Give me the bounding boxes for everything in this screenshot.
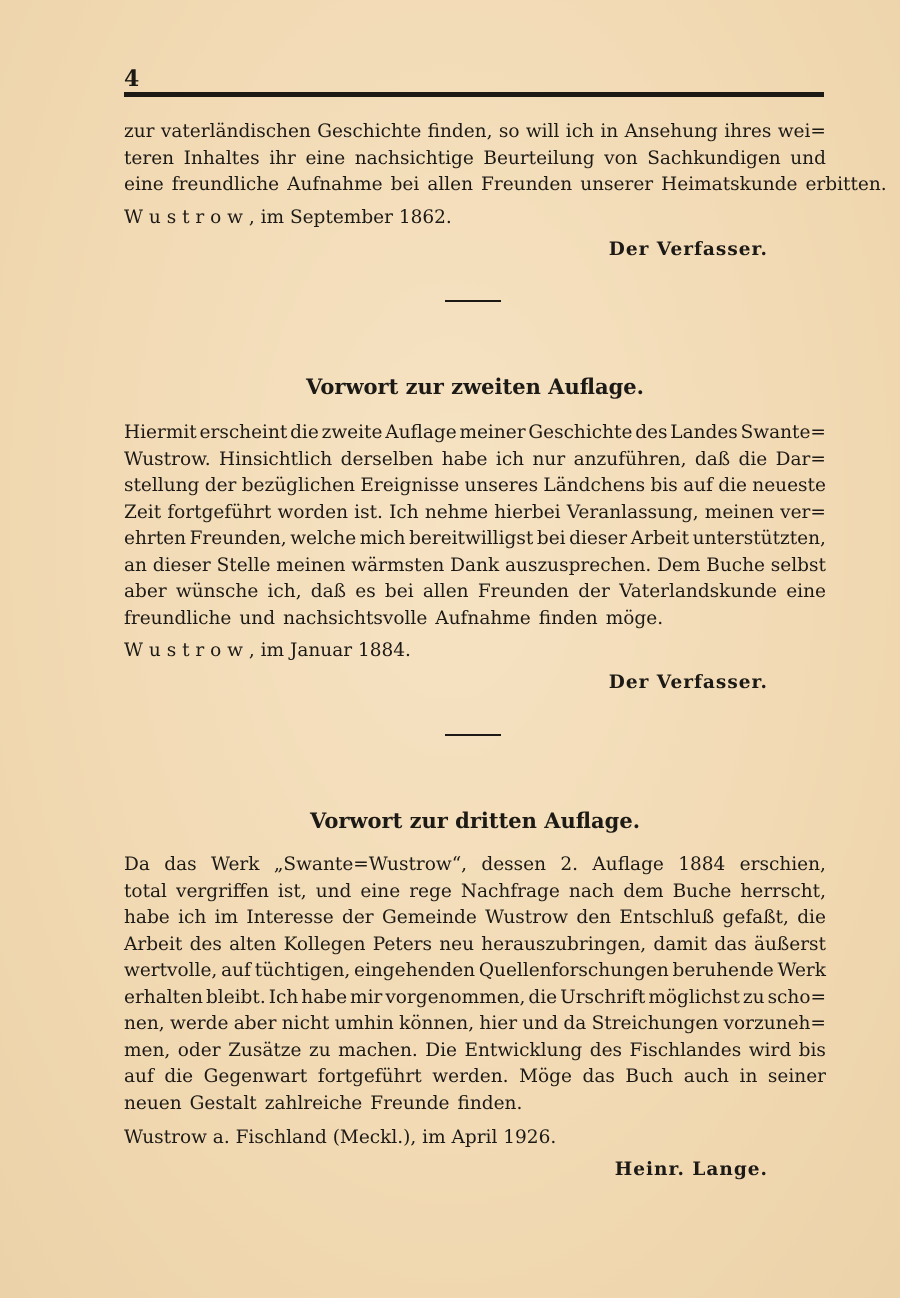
word: Auflage [592, 854, 664, 875]
word: Kollegen [283, 933, 366, 955]
word: der [204, 475, 237, 496]
word: Hiermit [124, 422, 197, 443]
word: Dar= [775, 448, 826, 470]
word: machen. [338, 1039, 418, 1061]
word: seiner [767, 1066, 826, 1087]
word: das [164, 854, 197, 875]
paragraph-line [124, 579, 826, 606]
word: die [797, 907, 826, 928]
word: Ich [389, 501, 419, 523]
word: zu [309, 1039, 331, 1061]
word: können, [399, 1013, 475, 1034]
word: der [342, 907, 374, 928]
word: ich [495, 448, 525, 470]
word: allen [427, 174, 474, 195]
word: Ansehung [624, 121, 718, 142]
word: herauszubringen, [481, 933, 647, 955]
word: Hinsichtlich [219, 448, 333, 470]
word: ist. [354, 501, 383, 523]
word: ich [565, 121, 594, 142]
word: eingehenden [354, 960, 476, 981]
section-divider [445, 734, 501, 736]
word: möge. [605, 607, 664, 629]
word: und [790, 147, 826, 169]
word: Freunden [481, 174, 573, 195]
word: an [124, 554, 147, 576]
word: freundliche [124, 607, 232, 629]
word: rege [409, 880, 452, 902]
word: dem [623, 880, 664, 902]
word: meinen [704, 501, 774, 523]
word: wünsche [175, 581, 259, 602]
preface-first-continuation [124, 119, 887, 265]
word: eine [360, 880, 401, 902]
word: daß [694, 448, 731, 470]
word: den [576, 907, 612, 928]
paragraph-line [124, 119, 826, 146]
word: auch [683, 1066, 729, 1087]
paragraph-line [124, 526, 826, 553]
word: Aufnahme [435, 607, 531, 629]
paragraph-line [124, 473, 826, 500]
word: Buch [625, 1066, 674, 1087]
word: stellung [124, 475, 200, 496]
word: die [528, 986, 558, 1008]
word: unseres [464, 475, 539, 496]
word: des [635, 422, 668, 443]
word: Wustrow [485, 907, 569, 928]
word: ihr [269, 147, 296, 169]
word: zur [124, 121, 155, 142]
word: Arbeit [630, 528, 690, 549]
word: neu [439, 933, 475, 955]
word: habe [441, 448, 488, 470]
word: bei [384, 581, 414, 602]
word: Sachkundigen [647, 147, 781, 169]
word: gefaßt, [722, 907, 789, 928]
signature: Der Verfasser. [608, 672, 768, 693]
word: ihres [724, 121, 772, 142]
paragraph-line [124, 420, 826, 447]
word: aber [124, 581, 167, 602]
word: eine [305, 147, 346, 169]
paragraph-line [124, 852, 826, 879]
word: selbst [770, 554, 826, 576]
word: Streichungen [591, 1013, 719, 1034]
word: finden [538, 607, 598, 629]
word: alten [229, 933, 277, 955]
word: dieser [152, 554, 211, 576]
word: Geschichte [528, 422, 633, 443]
word: Entwicklung [464, 1039, 583, 1061]
word: Ich [268, 986, 299, 1008]
word: Gemeinde [381, 907, 477, 928]
word: Geschichte [317, 121, 422, 142]
word: ich, [267, 581, 302, 602]
word: Wustrow. [124, 448, 211, 470]
word: finden, [427, 121, 493, 142]
word: freundliche [171, 174, 280, 195]
word: Dank [450, 554, 500, 576]
word: ehrten [124, 528, 187, 549]
word: habe [124, 907, 170, 928]
word: so [498, 121, 520, 142]
paragraph-line [124, 172, 887, 199]
word: Gegenwart [203, 1066, 308, 1087]
word: nachsichtsvolle [283, 607, 428, 629]
word: oder [177, 1039, 221, 1061]
word: zu [742, 986, 765, 1008]
word: meinen [276, 554, 346, 576]
word: wei= [777, 121, 826, 142]
word: nach [568, 880, 615, 902]
word: derselben [340, 448, 434, 470]
paragraph-line [124, 1038, 826, 1065]
word: Urschrift [560, 986, 646, 1008]
word: 1884 [678, 854, 726, 875]
word: beruhende [672, 960, 774, 981]
signature: Der Verfasser. [608, 238, 768, 260]
word: Vaterlandskunde [619, 581, 778, 602]
word: Auflage [385, 422, 457, 443]
word: bei [536, 528, 566, 549]
word: auf [221, 960, 251, 981]
paragraph-line [124, 879, 826, 906]
word: zweite [321, 422, 383, 443]
word: Freunden, [189, 528, 287, 549]
paragraph-line [124, 1091, 826, 1118]
word: allen [422, 581, 469, 602]
paragraph-line [124, 932, 826, 959]
word: Werk [777, 960, 826, 981]
section-divider [445, 300, 501, 302]
word: Freunden [477, 581, 569, 602]
word: eine [786, 581, 826, 602]
word: men, [124, 1039, 171, 1061]
word: unterstützten, [692, 528, 826, 549]
paragraph-line [124, 1011, 826, 1038]
word: Buche [706, 554, 765, 576]
word: Veranlassung, [566, 501, 699, 523]
word: Aufnahme [287, 174, 383, 195]
word: in [600, 121, 619, 142]
word: mir [350, 986, 383, 1008]
word: Da [124, 854, 150, 875]
word: Werk [210, 854, 260, 875]
signature: Heinr. Lange. [614, 1159, 768, 1180]
word: hierbei [494, 501, 561, 523]
word: Beurteilung [483, 147, 595, 169]
word: das [714, 933, 747, 955]
word: äußerst [753, 933, 826, 955]
word: aber [233, 1013, 277, 1034]
word: bereitwilligst [409, 528, 534, 549]
word: Ereignisse [360, 475, 460, 496]
paragraph-line [124, 1064, 826, 1091]
word: ver= [780, 501, 826, 523]
paragraph-line [124, 985, 826, 1012]
word: bis [650, 475, 678, 496]
dateline: Wustrow a. Fischland (Meckl.), im April 1926. [124, 1127, 557, 1148]
word: des [189, 933, 222, 955]
word: dessen [481, 854, 547, 875]
word: Interesse [246, 907, 334, 928]
word: tüchtigen, [254, 960, 351, 981]
header-rule [124, 92, 824, 97]
word: da [563, 1013, 587, 1034]
word: finden. [457, 1092, 523, 1114]
word: das [582, 1066, 615, 1087]
word: neueste [752, 475, 826, 496]
word: erbitten. [805, 174, 887, 195]
word: Landes [670, 422, 738, 443]
word: hier [479, 1013, 518, 1034]
word: Swante= [740, 422, 826, 443]
word: dieser [569, 528, 628, 549]
word: werden. [432, 1066, 509, 1087]
word: wertvolle, [124, 960, 218, 981]
word: wird [748, 1039, 792, 1061]
paragraph-line [124, 553, 826, 580]
word: werde [170, 1013, 229, 1034]
word: die [290, 422, 319, 443]
word: umhin [334, 1013, 394, 1034]
dateline: W u s t r o w , im Januar 1884. [124, 640, 411, 661]
word: zahlreiche [264, 1092, 363, 1114]
word: Nachfrage [460, 880, 560, 902]
word: vaterländischen [160, 121, 311, 142]
word: erschien, [739, 854, 826, 875]
word: Gestalt [189, 1092, 257, 1114]
word: total [124, 880, 167, 902]
word: ist, [277, 880, 307, 902]
word: welche [290, 528, 357, 549]
preface-third-edition [124, 852, 826, 1185]
word: der [578, 581, 610, 602]
word: Zeit [124, 501, 162, 523]
word: auszusprechen. [505, 554, 652, 576]
word: bezüglichen [241, 475, 355, 496]
word: teren [124, 147, 175, 169]
word: habe [301, 986, 348, 1008]
preface-second-edition [124, 420, 826, 698]
word: Entschluß [619, 907, 715, 928]
word: anzuführen, [573, 448, 687, 470]
word: erhalten [124, 986, 203, 1008]
page-number: 4 [124, 66, 140, 92]
paragraph-line [124, 146, 826, 173]
word: wärmsten [351, 554, 445, 576]
word: auf [683, 475, 713, 496]
word: damit [653, 933, 708, 955]
paragraph-line [124, 500, 826, 527]
word: mich [359, 528, 406, 549]
word: Stelle [216, 554, 271, 576]
word: in [739, 1066, 758, 1087]
word: Fischlandes [629, 1039, 742, 1061]
word: nur [532, 448, 566, 470]
word: Dem [657, 554, 701, 576]
word: Heimatskunde [661, 174, 798, 195]
word: Inhaltes [183, 147, 260, 169]
section-heading: Vorwort zur zweiten Auflage. [306, 374, 644, 399]
word: Ländchens [543, 475, 646, 496]
paragraph-line [124, 958, 826, 985]
word: Die [425, 1039, 457, 1061]
word: Freunde [370, 1092, 450, 1114]
word: neuen [124, 1092, 182, 1114]
word: Arbeit [124, 933, 183, 955]
word: Möge [519, 1066, 572, 1087]
paragraph-line [124, 447, 826, 474]
word: eine [124, 174, 164, 195]
word: möglichst [648, 986, 740, 1008]
word: nicht [281, 1013, 330, 1034]
dateline: W u s t r o w , im September 1862. [124, 206, 452, 228]
word: nehme [424, 501, 489, 523]
word: fortgeführt [317, 1066, 422, 1087]
word: des [589, 1039, 623, 1061]
word: nen, [124, 1013, 165, 1034]
word: ich [178, 907, 207, 928]
word: und [522, 1013, 559, 1034]
word: im [214, 907, 239, 928]
word: bleibt. [205, 986, 266, 1008]
word: von [604, 147, 638, 169]
word: bei [390, 174, 420, 195]
word: vorzuneh= [723, 1013, 826, 1034]
word: 2. [560, 854, 579, 875]
word: scho= [767, 986, 826, 1008]
word: daß [310, 581, 347, 602]
word: nachsichtige [354, 147, 474, 169]
word: Quellenforschungen [478, 960, 669, 981]
word: vorgenommen, [385, 986, 526, 1008]
word: fortgeführt [167, 501, 272, 523]
word: will [525, 121, 560, 142]
word: Zusätze [228, 1039, 302, 1061]
word: Peters [372, 933, 433, 955]
section-heading: Vorwort zur dritten Auflage. [309, 808, 641, 833]
word: bis [798, 1039, 826, 1061]
word: worden [277, 501, 349, 523]
word: erscheint [199, 422, 288, 443]
word: „Swante=Wustrow“, [273, 854, 468, 875]
word: die [738, 448, 768, 470]
word: die [718, 475, 747, 496]
word: die [164, 1066, 194, 1087]
word: unserer [580, 174, 654, 195]
word: meiner [459, 422, 526, 443]
paragraph-line [124, 905, 826, 932]
word: und [239, 607, 276, 629]
word: vergriffen [176, 880, 269, 902]
word: auf [124, 1066, 154, 1087]
word: und [315, 880, 352, 902]
word: es [355, 581, 376, 602]
word: Buche [672, 880, 732, 902]
paragraph-line [124, 606, 826, 633]
word: herrscht, [740, 880, 826, 902]
